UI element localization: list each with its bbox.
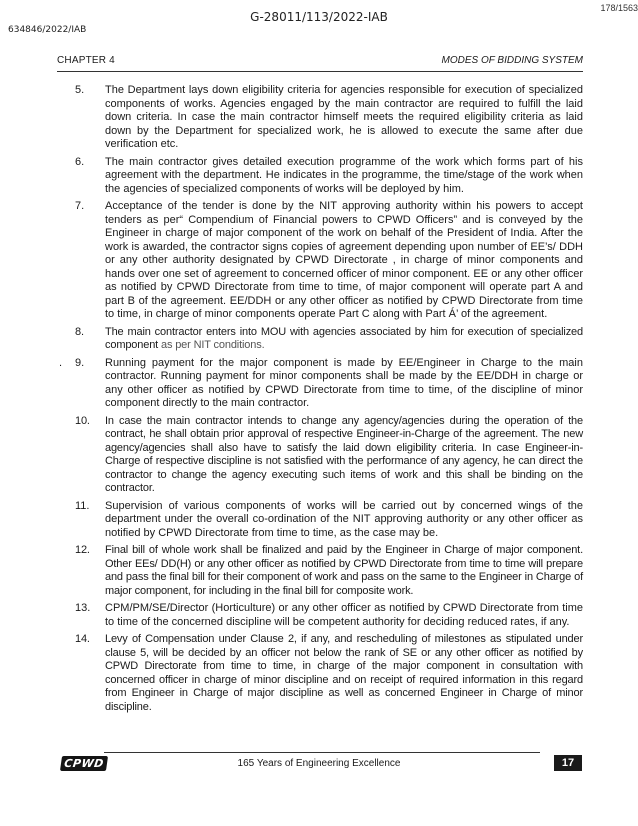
- clause-number: 6.: [75, 155, 85, 168]
- clause-item: [57, 156, 583, 197]
- footer-rule: [104, 752, 540, 753]
- clause-list: [57, 84, 583, 718]
- clause-text: Running payment for the major component is made by EE/Engineer in Charge to the main contractor. Running payment for minor components shall be made by the EE/DDH in charge or any other officer as notified by CPWD Directorate from time to time, of the discipline of minor component directly to the main contractor.: [105, 356, 583, 409]
- receipt-number-stamp: 634846/2022/IAB: [8, 25, 87, 35]
- clause-number: 13.: [75, 602, 91, 614]
- clause-item: [57, 200, 583, 322]
- clause-number: 5.: [75, 84, 85, 96]
- clause-item: [57, 544, 583, 598]
- clause-text: Supervision of various components of works will be carried out by concerned wings of the department under the overall co-ordination of the NIT approving authority or any other officer as notified by CPWD Directorate from time to time, as the case may be.: [105, 499, 583, 539]
- file-number-stamp: G-28011/113/2022-IAB: [250, 10, 388, 24]
- cpwd-logo: CPWD: [60, 756, 108, 771]
- clause-text: CPM/PM/SE/Director (Horticulture) or any other officer as notified by CPWD Directorate from time to time of the concerned discipline will be competent authority for deciding reduced rates, if any.: [105, 602, 583, 628]
- chapter-label: CHAPTER 4: [57, 55, 115, 66]
- section-title: MODES OF BIDDING SYSTEM: [441, 55, 583, 66]
- clause-item: [57, 500, 583, 541]
- page-number: 17: [554, 755, 582, 771]
- clause-number: 12.: [75, 544, 90, 556]
- clause-item: [57, 357, 583, 411]
- clause-text: In case the main contractor intends to change any agency/agencies during the operation of the contract, he shall obtain prior approval of respective Engineer-in-Charge of the agreement. The new agency/agencies shall also have to satisfy the laid down eligibility criteria. In case Engineer-in-Charge of respective discipline is not satisfied with the performance of any agency, he can direct the contractor to change the agency executing such items of work and this shall be binding on the contractor.: [105, 414, 583, 494]
- clause-text: Final bill of whole work shall be finalized and paid by the Engineer in Charge of major component. Other EEs/ DD(H) or any other officer as notified by CPWD Directorate from time to time will prepare and pass the final bill for their component of work and pass on the same to the Engineer in Charge of major component, for including in the final bill for composite work.: [105, 544, 583, 597]
- clause-number: 7.: [75, 200, 85, 212]
- clause-text: Acceptance of the tender is done by the NIT approving authority within his powers to accept tenders as per“ Compendium of Financial powers to CPWD Officers” and is conveyed by the Engineer in charge of major component of the work on behalf of the President of India. After the work is awarded, the contractor signs copies of agreement depending upon number of EE’s/ DDH or any other authority designated by CPWD Directorate , in charge of minor components and hands over one set of agreement to concerned officer of minor component. EE or any other officer as notified by CPWD Directorate from time to time, of major component will operate part A and part B of the agreement. EE/DDH or any other officer as notified by CPWD Directorate from time to time, in charge of minor components operate Part C along with Part Á’ of the agreement.: [105, 200, 583, 320]
- page-counter: 178/1563: [600, 3, 638, 13]
- clause-text: The main contractor enters into MOU with agencies associated by him for execution of specialized component: [105, 325, 583, 351]
- clause-number: 10.: [75, 414, 90, 427]
- clause-number: 9.: [75, 356, 85, 369]
- clause-number: 8.: [75, 325, 84, 338]
- footer-tagline: 165 Years of Engineering Excellence: [237, 758, 401, 769]
- clause-text: Levy of Compensation under Clause 2, if any, and rescheduling of milestones as stipulated under clause 5, will be decided by an officer not below the rank of SE or any other officer as notified by CPWD Directorate from time to time, in charge of the major component in consultation with concerned officer in charge of minor discipline and on receipt of required information in this regard from Engineer in Charge of major discipline as well as concerned Engineer in Charge of minor discipline.: [105, 633, 583, 713]
- clause-number: 14.: [75, 633, 90, 645]
- clause-item: [57, 633, 583, 714]
- clause-item: [57, 415, 583, 496]
- clause-item: [57, 602, 583, 629]
- clause-item: [57, 326, 583, 353]
- stray-mark: .: [59, 356, 63, 369]
- clause-number: 11.: [75, 499, 90, 512]
- clause-text-muted: as per NIT conditions.: [158, 339, 265, 351]
- header-rule: [57, 71, 583, 72]
- clause-text: The main contractor gives detailed execution programme of the work which forms part of his agreement with the department. He indicates in the programme, the time/stage of the work when the agencies of specialized components of works will be deployed by him.: [105, 155, 583, 195]
- clause-text: The Department lays down eligibility criteria for agencies responsible for execution of specialized components of works. Agencies engaged by the main contractor are required to fulfill the laid down criteria. In case the main contractor himself meets the required eligibility criteria as laid down by the Department for specialized work, he is allowed to execute the same after due verification etc.: [105, 84, 583, 150]
- clause-item: [57, 84, 583, 152]
